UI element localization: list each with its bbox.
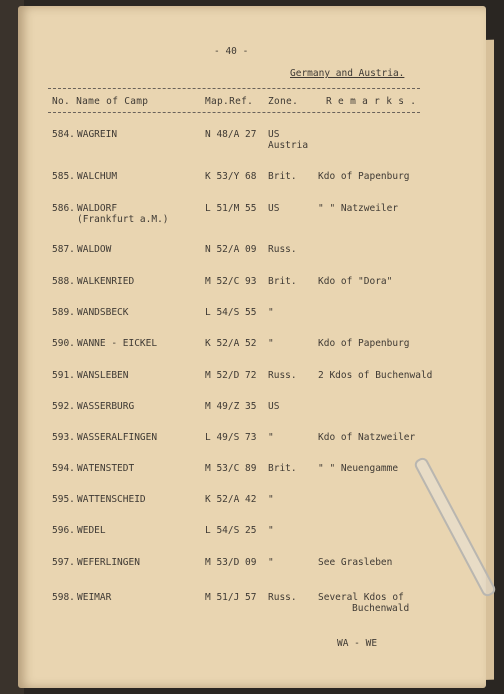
- remark: Kdo of Papenburg: [318, 338, 410, 349]
- map-ref: L 51/M 55: [205, 203, 257, 214]
- camp-number: 588.: [52, 276, 75, 287]
- remark: 2 Kdos of Buchenwald: [318, 370, 433, 381]
- camp-name: WALDORF: [77, 203, 118, 214]
- camp-name: WALKENRIED: [77, 276, 135, 287]
- header-remarks: R e m a r k s .: [326, 96, 417, 107]
- zone: Brit.: [268, 171, 297, 182]
- camp-number: 596.: [52, 525, 75, 536]
- remark: Kdo of Papenburg: [318, 171, 410, 182]
- map-ref: K 53/Y 68: [205, 171, 257, 182]
- map-ref: N 48/A 27: [205, 129, 257, 140]
- camp-number: 597.: [52, 557, 75, 568]
- camp-name: WASSERALFINGEN: [77, 432, 158, 443]
- camp-number: 590.: [52, 338, 75, 349]
- map-ref: M 53/C 89: [205, 463, 257, 474]
- camp-number: 593.: [52, 432, 75, 443]
- footer-range: WA - WE: [337, 638, 378, 649]
- map-ref: L 49/S 73: [205, 432, 257, 443]
- remark-line2: Buchenwald: [352, 603, 410, 614]
- camp-number: 587.: [52, 244, 75, 255]
- remark: " " Natzweiler: [318, 203, 399, 214]
- map-ref: M 51/J 57: [205, 592, 257, 603]
- camp-number: 595.: [52, 494, 75, 505]
- camp-number: 591.: [52, 370, 75, 381]
- header-map-ref: Map.Ref.: [205, 96, 254, 107]
- zone: US: [268, 129, 280, 140]
- camp-name: WEFERLINGEN: [77, 557, 140, 568]
- map-ref: N 52/A 09: [205, 244, 257, 255]
- zone: Russ.: [268, 592, 297, 603]
- zone: US: [268, 203, 280, 214]
- camp-name: WATENSTEDT: [77, 463, 135, 474]
- map-ref: M 52/C 93: [205, 276, 257, 287]
- region-title: Germany and Austria.: [290, 68, 405, 79]
- camp-name: WASSERBURG: [77, 401, 135, 412]
- camp-name: WANDSBECK: [77, 307, 129, 318]
- page-number: - 40 -: [214, 46, 249, 57]
- map-ref: L 54/S 25: [205, 525, 257, 536]
- camp-name: WAGREIN: [77, 129, 118, 140]
- remark: Kdo of Natzweiler: [318, 432, 416, 443]
- camp-number: 598.: [52, 592, 75, 603]
- map-ref: K 52/A 52: [205, 338, 257, 349]
- zone-line2: Austria: [268, 140, 309, 151]
- camp-name-line2: (Frankfurt a.M.): [77, 214, 169, 225]
- zone: ": [268, 432, 274, 443]
- camp-name: WALDOW: [77, 244, 112, 255]
- camp-number: 594.: [52, 463, 75, 474]
- remark: Kdo of "Dora": [318, 276, 393, 287]
- header-rule-bottom: [48, 112, 420, 113]
- map-ref: M 53/D 09: [205, 557, 257, 568]
- zone: Russ.: [268, 244, 297, 255]
- zone: Russ.: [268, 370, 297, 381]
- camp-name: WANNE - EICKEL: [77, 338, 158, 349]
- remark: " " Neuengamme: [318, 463, 399, 474]
- camp-number: 585.: [52, 171, 75, 182]
- map-ref: K 52/A 42: [205, 494, 257, 505]
- remark: See Grasleben: [318, 557, 393, 568]
- map-ref: L 54/S 55: [205, 307, 257, 318]
- header-zone: Zone.: [268, 96, 299, 107]
- camp-name: WATTENSCHEID: [77, 494, 146, 505]
- zone: ": [268, 338, 274, 349]
- camp-name: WANSLEBEN: [77, 370, 129, 381]
- camp-number: 592.: [52, 401, 75, 412]
- zone: ": [268, 494, 274, 505]
- map-ref: M 52/D 72: [205, 370, 257, 381]
- zone: Brit.: [268, 276, 297, 287]
- camp-name: WALCHUM: [77, 171, 118, 182]
- zone: ": [268, 307, 274, 318]
- camp-name: WEDEL: [77, 525, 106, 536]
- header-no-name: No. Name of Camp: [52, 96, 149, 107]
- camp-number: 589.: [52, 307, 75, 318]
- camp-number: 586.: [52, 203, 75, 214]
- zone: ": [268, 557, 274, 568]
- map-ref: M 49/Z 35: [205, 401, 257, 412]
- zone: ": [268, 525, 274, 536]
- zone: US: [268, 401, 280, 412]
- header-rule-top: [48, 88, 420, 89]
- camp-name: WEIMAR: [77, 592, 112, 603]
- zone: Brit.: [268, 463, 297, 474]
- remark: Several Kdos of: [318, 592, 404, 603]
- camp-number: 584.: [52, 129, 75, 140]
